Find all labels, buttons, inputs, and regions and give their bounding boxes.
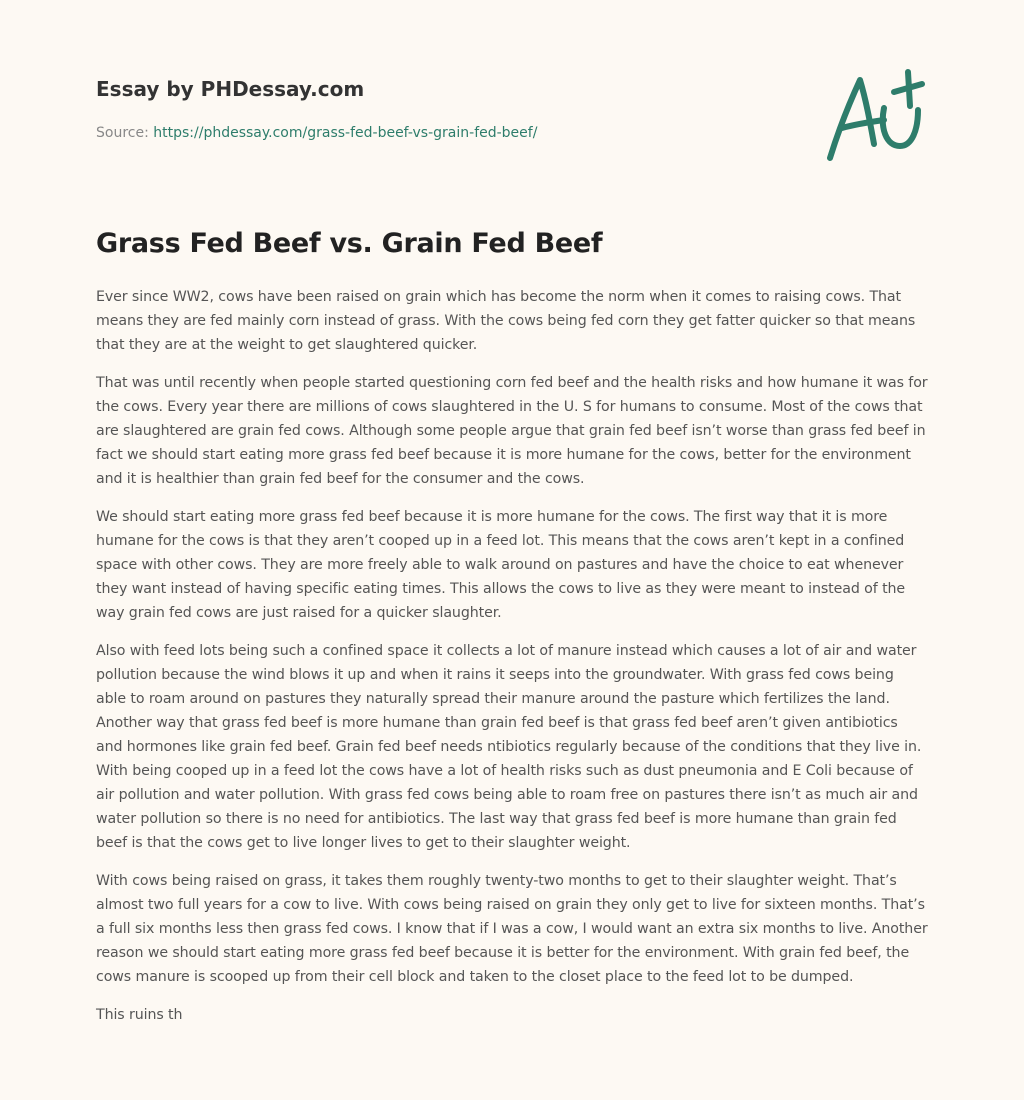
essay-body — [96, 285, 928, 1041]
essay-paragraph: Ever since WW2, cows have been raised on grain which has become the norm when it comes to raising cows. That means they are fed mainly corn instead of grass. With the cows being fed corn they get fatter quicker so that means that they are at the weight to get slaughtered quicker. — [96, 289, 916, 353]
page-header — [96, 74, 796, 143]
essay-paragraph: This ruins th — [96, 1007, 183, 1023]
essay-paragraph: Also with feed lots being such a confined space it collects a lot of manure instead which causes a lot of air and water pollution because the wind blows it up and when it rains it seeps into the groundwater. With grass fed cows being able to roam around on pastures they naturally spread their manure around the pasture which fertilizes the land. Another way that grass fed beef is more humane than grain fed beef is that grass fed beef aren’t given antibiotics and hormones like grain fed beef. Grain fed beef needs ntibiotics regularly because of the conditions that they live in. With being cooped up in a feed lot the cows have a lot of health risks such as dust pneumonia and E Coli because of air pollution and water pollution. With grass fed cows being able to roam free on pastures there isn’t as much air and water pollution so there is no need for antibiotics. The last way that grass fed beef is more humane than grain fed beef is that the cows get to live longer lives to get to their slaughter weight. — [96, 643, 922, 851]
a-plus-icon — [822, 66, 932, 166]
source-label: Source: — [96, 125, 149, 141]
site-brand: Essay by PHDessay.com — [96, 77, 365, 101]
essay-paragraph: We should start eating more grass fed beef because it is more humane for the cows. The first way that it is more humane for the cows is that they aren’t cooped up in a feed lot. This means that the cows aren’t kept in a confined space with other cows. They are more freely able to walk around on pastures and have the choice to eat whenever they want instead of having specific eating times. This allows the cows to live as they were meant to instead of the way grain fed cows are just raised for a quicker slaughter. — [96, 509, 906, 621]
essay-paragraph: With cows being raised on grass, it takes them roughly twenty-two months to get to their slaughter weight. That’s almost two full years for a cow to live. With cows being raised on grain they only get to live for sixteen months. That’s a full six months less then grass fed cows. I know that if I was a cow, I would want an extra six months to live. Another reason we should start eating more grass fed beef because it is better for the environment. With grain fed beef, the cows manure is scooped up from their cell block and taken to the closet place to the feed lot to be dumped. — [96, 873, 928, 985]
essay-paragraph: That was until recently when people started questioning corn fed beef and the health risks and how humane it was for the cows. Every year there are millions of cows slaughtered in the U. S for humans to consume. Most of the cows that are slaughtered are grain fed cows. Although some people argue that grain fed beef isn’t worse than grass fed beef in fact we should start eating more grass fed beef because it is more humane for the cows, better for the environment and it is healthier than grain fed beef for the consumer and the cows. — [96, 375, 928, 487]
source-link[interactable]: https://phdessay.com/grass-fed-beef-vs-grain-fed-beef/ — [153, 125, 538, 141]
essay-title: Grass Fed Beef vs. Grain Fed Beef — [96, 228, 603, 259]
source-line — [96, 123, 796, 143]
